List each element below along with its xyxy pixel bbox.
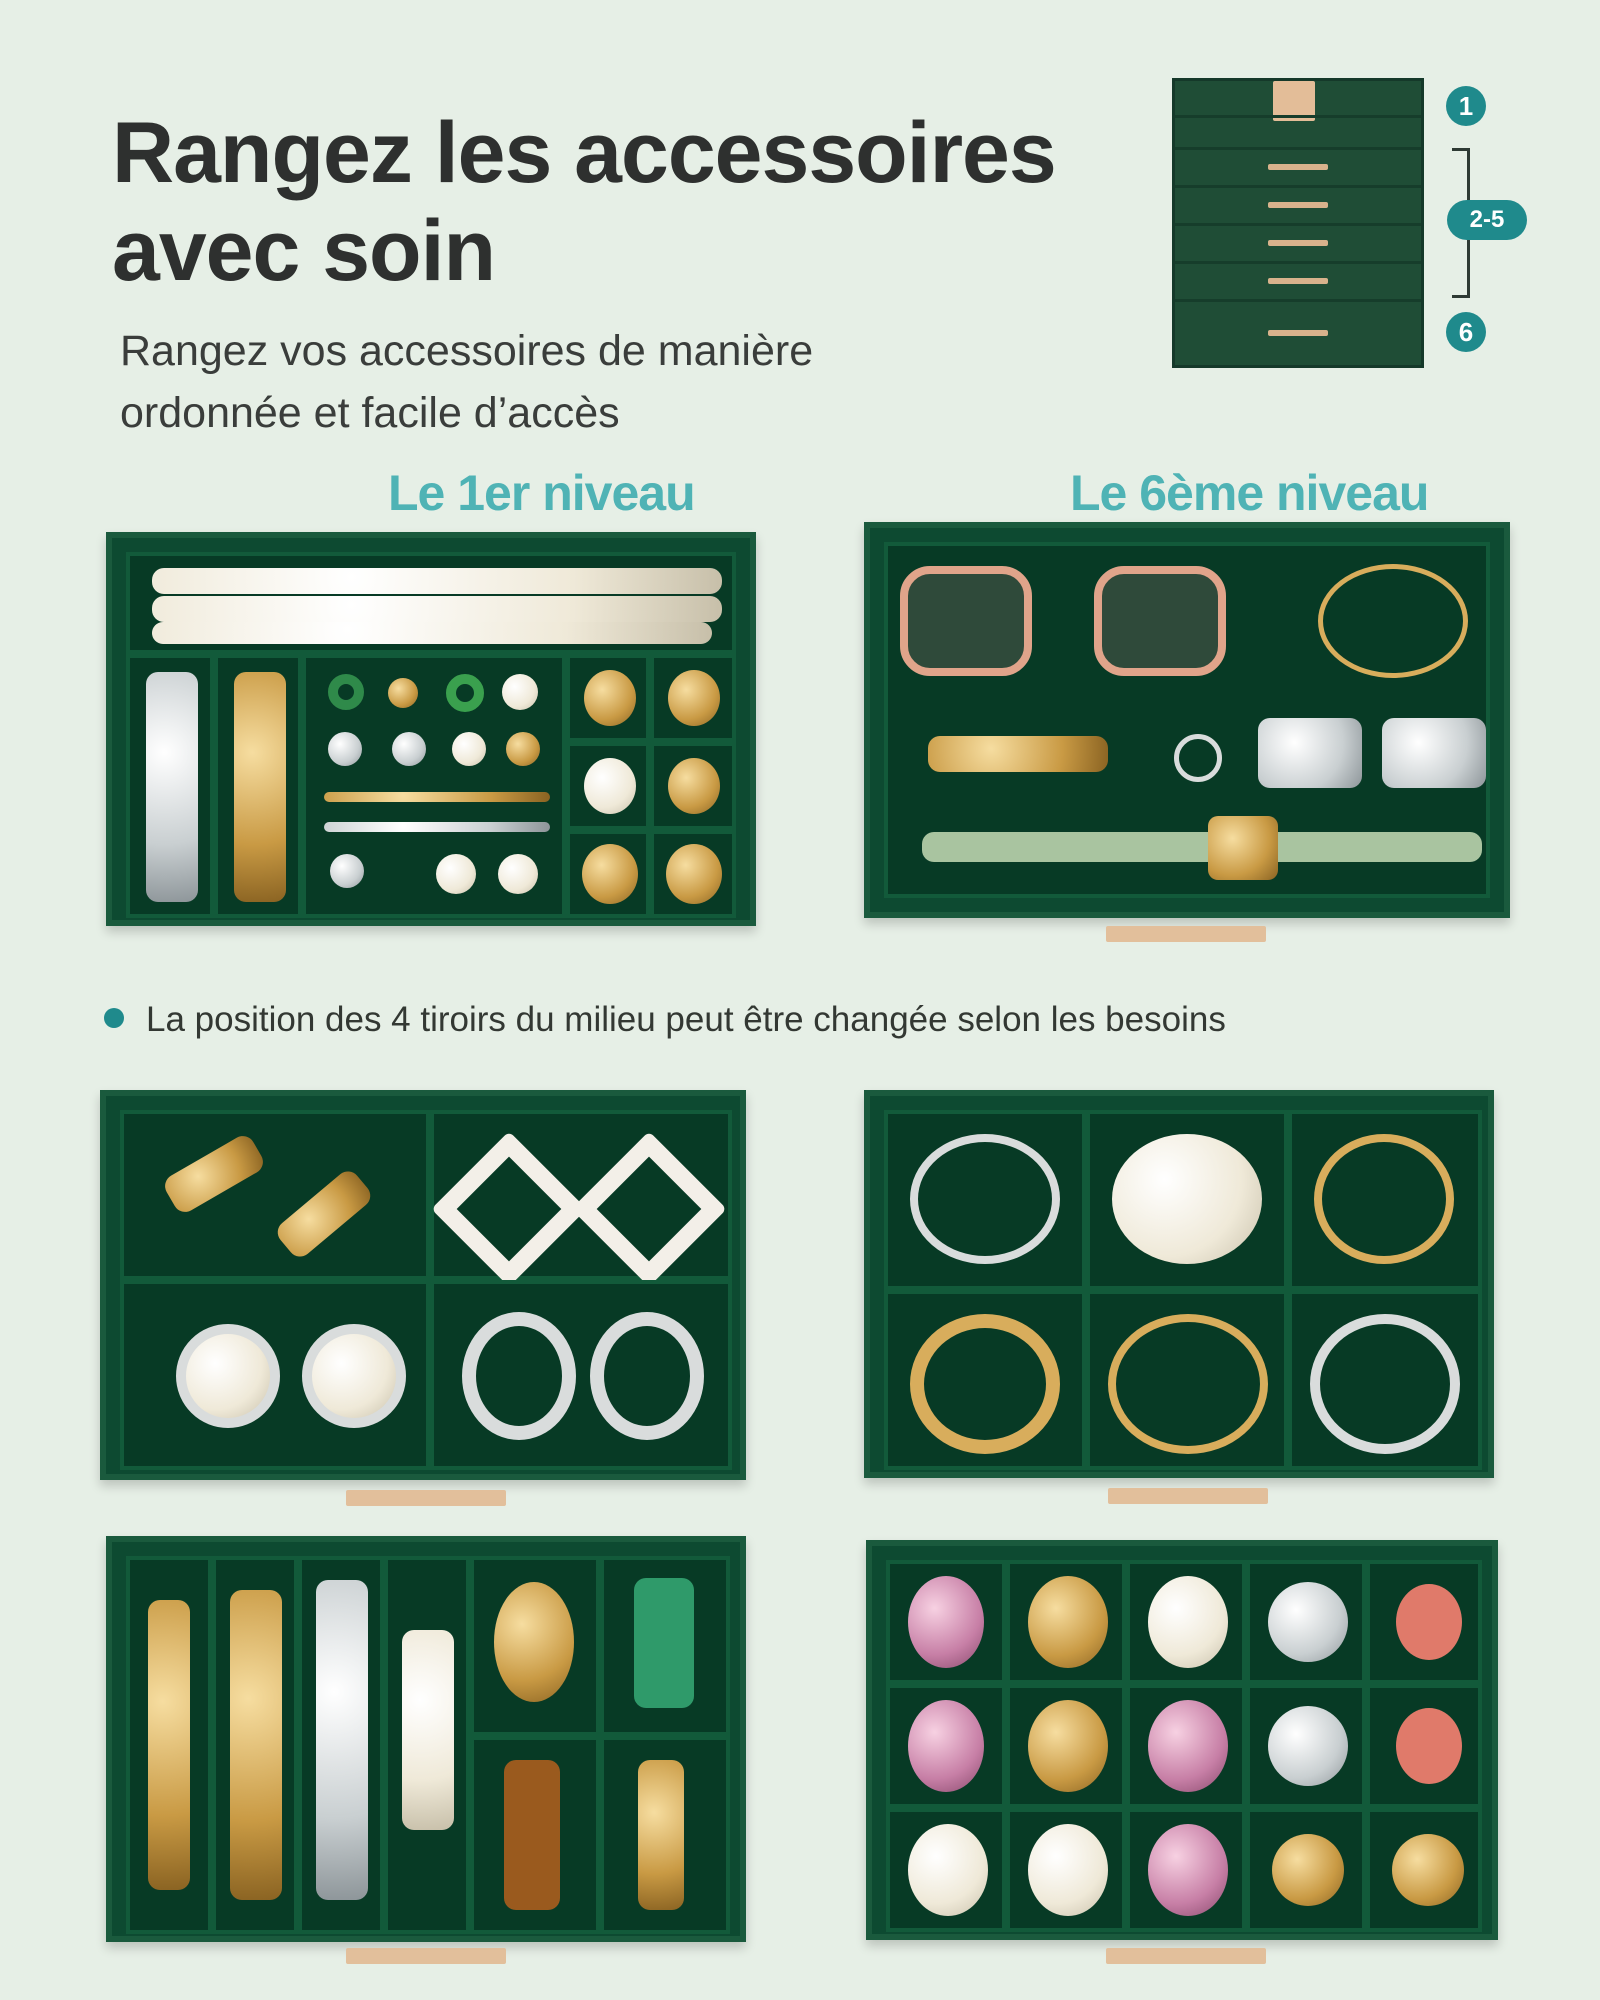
bracelet-image (1318, 564, 1468, 678)
ring-compartment (302, 654, 566, 918)
pearl-necklace-image (152, 568, 722, 594)
earring-image (1148, 1700, 1228, 1792)
pearl-necklace-image (152, 596, 722, 622)
tray-compartment (1126, 1684, 1246, 1808)
hoop-earring-image (462, 1312, 576, 1440)
title-line-1: Rangez les accessoires (112, 105, 1056, 201)
earring-image (1148, 1576, 1228, 1668)
ring-image (502, 674, 538, 710)
earring-image (908, 1700, 984, 1792)
earring-image (1268, 1706, 1348, 1786)
earring-image (302, 1324, 406, 1428)
tray-level-6 (864, 522, 1510, 918)
earring-image (431, 1131, 587, 1287)
brooch-image (273, 1167, 375, 1262)
ring-image (330, 854, 364, 888)
chain-bracelet-image (316, 1580, 368, 1900)
ring-row-image (324, 822, 550, 832)
watch-image (1208, 816, 1278, 880)
cabinet-drawer (1175, 185, 1421, 225)
tray-compartment (1126, 1808, 1246, 1932)
page-subtitle (120, 320, 813, 444)
tray-compartment (886, 1684, 1006, 1808)
sunglasses-image (1094, 566, 1226, 676)
earring-image (1396, 1584, 1462, 1660)
earring-image (668, 758, 720, 814)
tray-compartment (430, 1280, 732, 1470)
tray-compartment (1366, 1560, 1482, 1684)
drawer-pull (346, 1490, 506, 1506)
earring-image (1028, 1700, 1108, 1792)
tray-compartment (126, 1556, 212, 1934)
tray-compartment (1366, 1808, 1482, 1932)
tray-compartment (1288, 1110, 1482, 1290)
tray-compartment (566, 654, 650, 742)
earring-image (908, 1576, 984, 1668)
tray-compartment (650, 830, 736, 918)
tray-compartment (126, 654, 214, 918)
tray-compartment (298, 1556, 384, 1934)
title-line-2: avec soin (112, 203, 495, 299)
tray-compartment (430, 1110, 732, 1280)
tray-level-1 (106, 532, 756, 926)
tray-compartment (600, 1736, 730, 1934)
tray-compartment (1006, 1560, 1126, 1684)
tray-compartment (650, 654, 736, 742)
subtitle-line-1: Rangez vos accessoires de manière (120, 327, 814, 375)
tray-compartment (1288, 1290, 1482, 1470)
tray-compartment (886, 1560, 1006, 1684)
leaf-brooch-image (634, 1578, 694, 1708)
earring-image (1268, 1582, 1348, 1662)
tray-compartment (1246, 1684, 1366, 1808)
earring-image (1148, 1824, 1228, 1916)
badge-level-6: 6 (1446, 312, 1486, 352)
sunglasses-image (900, 566, 1032, 676)
earring-image (666, 844, 722, 904)
ring-image (436, 854, 476, 894)
note-row (104, 1000, 1226, 1040)
tray-compartment (212, 1556, 298, 1934)
tray-middle-3 (106, 1536, 746, 1942)
cabinet-lid-line (1175, 115, 1421, 118)
earring-image (176, 1324, 280, 1428)
drawer-pull (1108, 1488, 1268, 1504)
wreath-brooch-image (910, 1314, 1060, 1454)
tray-compartment (126, 552, 736, 654)
hoop-earring-image (590, 1312, 704, 1440)
tray-middle-2 (864, 1090, 1494, 1478)
earring-image (571, 1131, 727, 1287)
tray-compartment (470, 1556, 600, 1736)
cabinet-drawer (1175, 223, 1421, 263)
bangle-image (910, 1134, 1060, 1264)
bracelet-image (146, 672, 198, 902)
subtitle-line-2: ordonnée et facile d’accès (120, 389, 620, 437)
ring-image (388, 678, 418, 708)
tray-compartment (1126, 1560, 1246, 1684)
tray-compartment (1246, 1808, 1366, 1932)
earring-image (1272, 1834, 1344, 1906)
earring-image (908, 1824, 988, 1916)
level-6-label: Le 6ème niveau (1070, 465, 1429, 521)
ring-image (392, 732, 426, 766)
brooch-image (494, 1582, 574, 1702)
jewelry-cabinet-illustration (1172, 78, 1424, 368)
tray-compartment (884, 542, 1490, 898)
tray-compartment (1366, 1684, 1482, 1808)
earring-image (1392, 1834, 1464, 1906)
tray-compartment (566, 742, 650, 830)
bangle-image (1314, 1134, 1454, 1264)
tray-compartment (650, 742, 736, 830)
earring-image (1028, 1576, 1108, 1668)
drawer-pull (346, 1948, 506, 1964)
ring-image (446, 674, 484, 712)
level-1-label: Le 1er niveau (388, 465, 695, 521)
ring-image (452, 732, 486, 766)
tray-compartment (600, 1556, 730, 1736)
watch-strap-image (922, 832, 1482, 862)
bangle-image (1310, 1314, 1460, 1454)
pearl-bracelet-image (1112, 1134, 1262, 1264)
bracelet-image (234, 672, 286, 902)
ring-image (506, 732, 540, 766)
tray-middle-4 (866, 1540, 1498, 1940)
tray-compartment (884, 1290, 1086, 1470)
note-text: La position des 4 tiroirs du milieu peut être changée selon les besoins (146, 1000, 1226, 1039)
tray-compartment (1086, 1110, 1288, 1290)
earring-image (584, 670, 636, 726)
ring-image (1174, 734, 1222, 782)
tray-compartment (566, 830, 650, 918)
tray-compartment (1006, 1684, 1126, 1808)
bow-brooch-image (1382, 718, 1486, 788)
drawer-pull (1106, 1948, 1266, 1964)
tray-compartment (1086, 1290, 1288, 1470)
badge-levels-2-5: 2-5 (1447, 200, 1527, 240)
cabinet-drawer (1175, 147, 1421, 187)
cabinet-drawer (1175, 261, 1421, 301)
badge-level-1: 1 (1446, 86, 1486, 126)
earring-image (584, 758, 636, 814)
pearl-necklace-image (152, 622, 712, 644)
tray-compartment (1246, 1560, 1366, 1684)
cabinet-drawer (1175, 299, 1421, 365)
tray-compartment (120, 1110, 430, 1280)
earring-image (1396, 1708, 1462, 1784)
tray-compartment (120, 1280, 430, 1470)
earring-image (668, 670, 720, 726)
hair-clip-image (504, 1760, 560, 1910)
tray-compartment (214, 654, 302, 918)
ring-image (328, 674, 364, 710)
watch-image (148, 1600, 190, 1890)
ring-image (498, 854, 538, 894)
ring-row-image (324, 792, 550, 802)
tray-compartment (886, 1808, 1006, 1932)
tray-compartment (1006, 1808, 1126, 1932)
tray-compartment (884, 1110, 1086, 1290)
chain-bracelet-image (230, 1590, 282, 1900)
earring-image (582, 844, 638, 904)
brooch-image (928, 736, 1108, 772)
brooch-image (161, 1132, 268, 1217)
ring-image (328, 732, 362, 766)
bangle-image (1108, 1314, 1268, 1454)
tray-compartment (384, 1556, 470, 1934)
earring-image (1028, 1824, 1108, 1916)
bow-brooch-image (1258, 718, 1362, 788)
page-title (112, 104, 1056, 300)
bullet-icon (104, 1008, 124, 1028)
drawer-pull (1106, 926, 1266, 942)
hair-pin-image (638, 1760, 684, 1910)
tray-middle-1 (100, 1090, 746, 1480)
hair-clip-image (402, 1630, 454, 1830)
tray-compartment (470, 1736, 600, 1934)
